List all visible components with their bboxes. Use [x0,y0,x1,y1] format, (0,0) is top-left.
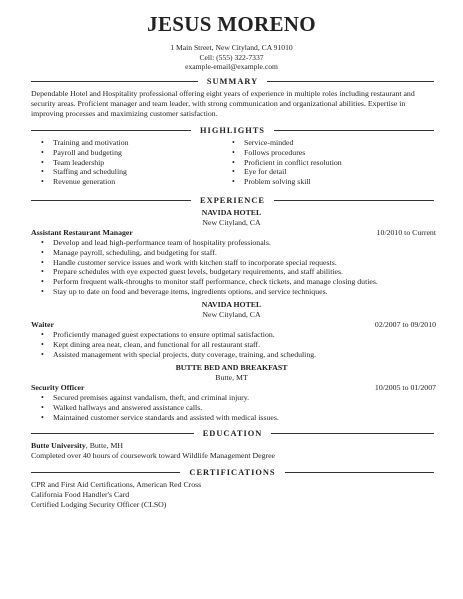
school-name: Butte University [31,441,86,450]
divider [267,81,434,82]
company-name: NAVIDA HOTEL [201,300,262,309]
job-title-row [31,383,436,393]
education-heading [31,427,434,439]
list-item: • Proficiently managed guest expectations to ensure optimal satisfaction. [41,330,436,340]
list-item: • Manage payroll, scheduling, and budgeting for staff. [41,248,436,258]
summary-text: Dependable Hotel and Hospitality professional offering eight years of experience in multiple roles including restaurant and security areas. Proficient manager and team leader, with strong communication and organizational abilities. Expertise in improving processes and maximizing customer satisfaction. [31,89,415,118]
list-item: • Service-minded [232,138,421,148]
divider [31,81,198,82]
address: 1 Main Street, New Cityland, CA 91010 [170,43,293,52]
highlights-title: HIGHLIGHTS [200,125,265,135]
list-item: • Stay up to date on food and beverage items, ingredients options, and service techniques. [41,287,436,297]
list-item: • Team leadership [41,158,230,168]
job-dates: 10/2010 to Current [376,228,436,237]
list-item: • Follows procedures [232,148,421,158]
divider [274,200,434,201]
list-item: • Kept dining area neat, clean, and functional for all restaurant staff. [41,340,436,350]
certifications-list [31,480,436,510]
list-item: • Perform frequent walk-throughs to monitor staff performance, check tickets, and manage closing duties. [41,277,436,287]
list-item: • Secured premises against vandalism, theft, and criminal injury. [41,393,436,403]
list-item: • Eye for detail [232,167,421,177]
job-role: Assistant Restaurant Manager [31,228,133,237]
experience-title: EXPERIENCE [200,195,265,205]
certification-item: Certified Lodging Security Officer (CLSO) [31,500,167,509]
list-item: • Staffing and scheduling [41,167,230,177]
contact-block [0,43,463,72]
email: example-email@example.com [185,62,278,72]
school-line [31,441,436,451]
list-item: • Maintained customer service standards and assisted with medical issues. [41,413,436,423]
list-item: • Revenue generation [41,177,230,187]
company-name: NAVIDA HOTEL [201,208,262,217]
highlights-heading [31,124,434,136]
highlights-left [41,138,230,187]
company-location: Butte, MT [215,373,248,382]
list-item: • Payroll and budgeting [41,148,230,158]
job-title-row [31,228,436,238]
list-item: • Walked hallways and answered assistance calls. [41,403,436,413]
employer-block [0,300,463,320]
summary-heading [31,75,434,87]
education-entry [31,441,436,461]
job-dates: 10/2005 to 01/2007 [374,383,436,392]
certification-item: California Food Handler's Card [31,490,130,499]
divider [31,200,191,201]
divider [274,130,434,131]
highlights-right [232,138,421,187]
company-location: New Cityland, CA [202,310,261,319]
phone: Cell: (555) 322-7337 [199,52,264,62]
job-dates: 02/2007 to 09/2010 [374,320,436,329]
list-item: • Prepare schedules with eye expected guest levels, budgetary requirements, and staff abilities. [41,267,436,277]
highlights-columns [41,138,421,187]
certifications-title: CERTIFICATIONS [189,467,276,477]
job-role: Security Officer [31,383,85,392]
education-title: EDUCATION [202,428,263,438]
job-bullets [41,393,436,422]
list-item: • Problem solving skill [232,177,421,187]
summary-title: SUMMARY [206,76,259,86]
certifications-heading [31,466,434,478]
education-detail: Completed over 40 hours of coursework toward Wildlife Management Degree [31,451,275,460]
certification-item: CPR and First Aid Certifications, American Red Cross [31,480,202,489]
divider [285,472,434,473]
employer-block [0,363,463,383]
divider [271,433,434,434]
list-item: • Assisted management with special projects, duty coverage, training, and scheduling. [41,350,436,360]
job-bullets [41,330,436,359]
job-bullets [41,238,436,297]
job-title-row [31,320,436,330]
list-item: • Training and motivation [41,138,230,148]
divider [31,433,194,434]
school-location: , Butte, MH [85,441,124,450]
candidate-name: JESUS MORENO [147,12,316,36]
employer-block [0,208,463,228]
divider [31,472,180,473]
list-item: • Develop and lead high-performance team of hospitality professionals. [41,238,436,248]
company-name: BUTTE BED AND BREAKFAST [175,363,288,372]
job-role: Waiter [31,320,54,329]
list-item: • Handle customer service issues and work with kitchen staff to incorporate special requests. [41,258,436,268]
experience-heading [31,194,434,206]
company-location: New Cityland, CA [202,218,261,227]
list-item: • Proficient in conflict resolution [232,158,421,168]
divider [31,130,191,131]
